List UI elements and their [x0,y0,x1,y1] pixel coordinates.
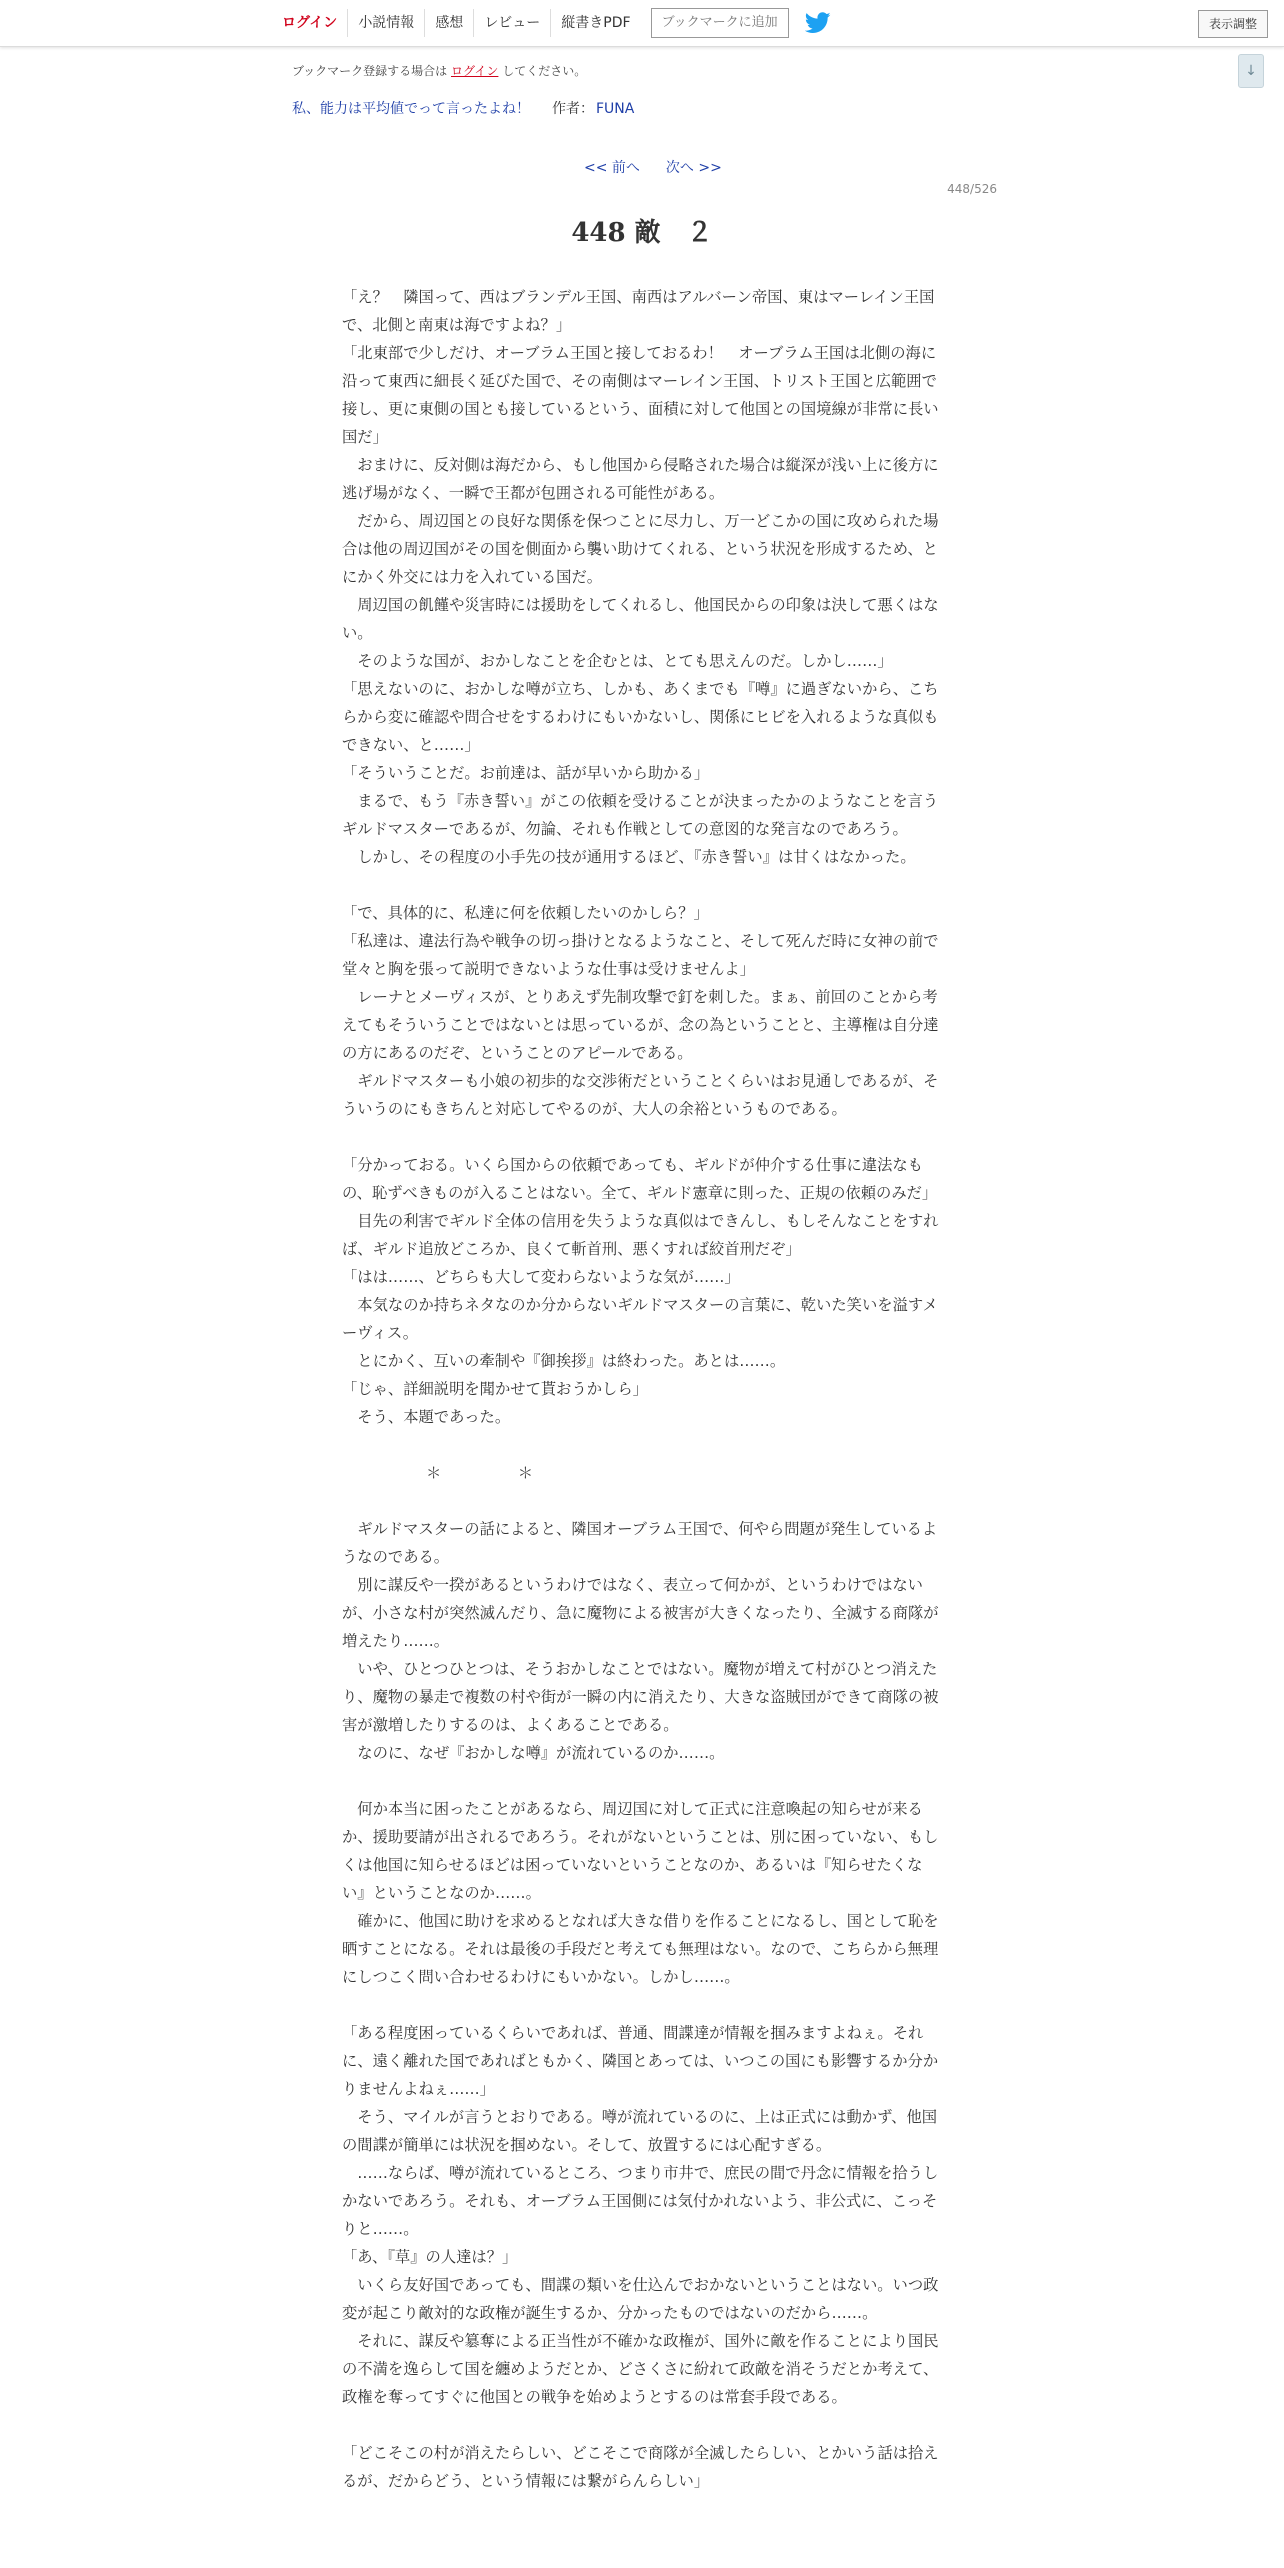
notice-login-link[interactable]: ログイン [451,64,499,78]
text-paragraph: 「そういうことだ。お前達は、話が早いから助かる」 [342,764,710,782]
nav-review-link[interactable]: レビュー [473,9,550,37]
blank-line [342,1767,942,1795]
novel-info [292,98,634,118]
main-nav [272,0,831,46]
text-paragraph: なのに、なぜ『おかしな噂』が流れているのか……。 [342,1744,725,1762]
text-paragraph: おまけに、反対側は海だから、もし他国から侵略された場合は縦深が浅い上に後方に逃げ場がなく、一瞬で王都が包囲される可能性がある。 [342,456,939,502]
top-navigation-bar [0,0,1284,47]
nav-login-link[interactable]: ログイン [282,15,338,31]
episode-pager [584,157,722,177]
author-label: 作者： [552,101,594,117]
scene-separator: ＊ ＊ [426,1464,534,1482]
text-paragraph: 「私達は、違法行為や戦争の切っ掛けとなるようなこと、そして死んだ時に女神の前で堂々と胸を張って説明できないような仕事は受けませんよ」 [342,932,939,978]
text-paragraph: レーナとメーヴィスが、とりあえず先制攻撃で釘を刺した。まぁ、前回のことから考えてもそういうことではないとは思っているが、念の為ということと、主導権は自分達の方にあるのだぞ、ということのアピールである。 [342,988,939,1062]
blank-line [342,871,942,899]
text-paragraph: そう、マイルが言うとおりである。噂が流れているのに、上は正式には動かず、他国の間諜が簡単には状況を掴めない。そして、放置するには心配すぎる。 [342,2108,938,2154]
add-bookmark-button[interactable]: ブックマークに追加 [651,8,789,38]
blank-line [342,2411,942,2439]
text-paragraph: 「思えないのに、おかしな噂が立ち、しかも、あくまでも『噂』に過ぎないから、こちらから変に確認や問合せをするわけにもいかないし、関係にヒビを入れるような真似もできない、と……」 [342,680,939,754]
blank-line [342,1123,942,1151]
text-paragraph: 「分かっておる。いくら国からの依頼であっても、ギルドが仲介する仕事に違法なもの、恥ずべきものが入ることはない。全て、ギルド憲章に則った、正規の依頼のみだ」 [342,1156,938,1202]
text-paragraph: 「どこそこの村が消えたらしい、どこそこで商隊が全滅したらしい、とかいう話は拾えるが、だからどう、という情報には繋がらんらしい」 [342,2444,939,2490]
text-paragraph: ギルドマスターも小娘の初歩的な交渉術だということくらいはお見通しであるが、そういうのにもきちんと対応してやるのが、大人の余裕というものである。 [342,1072,939,1118]
text-paragraph: とにかく、互いの牽制や『御挨拶』は終わった。あとは……。 [342,1352,786,1370]
text-paragraph: 本気なのか持ちネタなのか分からないギルドマスターの言葉に、乾いた笑いを溢すメーヴィス。 [342,1296,938,1342]
blank-line [342,1487,942,1515]
text-paragraph: そう、本題であった。 [342,1408,511,1426]
text-paragraph: だから、周辺国との良好な関係を保つことに尽力し、万一どこかの国に攻められた場合は他の周辺国がその国を側面から襲い助けてくれる、という状況を形成するため、とにかく外交には力を入れている国だ。 [342,512,939,586]
episode-counter: 448/526 [947,182,997,196]
novel-title-link[interactable]: 私、能力は平均値でって言ったよね！ [292,101,530,117]
nav-impressions-link[interactable]: 感想 [424,9,473,37]
text-paragraph: 目先の利害でギルド全体の信用を失うような真似はできんし、もしそんなことをすれば、ギルド追放どころか、良くて斬首刑、悪くすれば絞首刑だぞ」 [342,1212,939,1258]
prev-episode-link[interactable]: << 前へ [584,160,640,176]
notice-prefix: ブックマーク登録する場合は [292,64,448,78]
text-paragraph: 「あ、『草』の人達は？」 [342,2248,518,2266]
chapter-title: 448 敵 ２ [571,218,713,248]
text-paragraph: そのような国が、おかしなことを企むとは、とても思えんのだ。しかし……」 [342,652,893,670]
blank-line [342,1991,942,2019]
scroll-down-arrow-icon[interactable]: ↓ [1238,54,1264,88]
text-paragraph: 「じゃ、詳細説明を聞かせて貰おうかしら」 [342,1380,648,1398]
text-paragraph: 「え？ 隣国って、西はブランデル王国、南西はアルバーン帝国、東はマーレイン王国で、北側と南東は海ですよね？」 [342,288,935,334]
blank-line [342,1431,942,1459]
next-episode-link[interactable]: 次へ >> [665,160,722,176]
text-paragraph: ギルドマスターの話によると、隣国オーブラム王国で、何やら問題が発生しているようなのである。 [342,1520,938,1566]
text-paragraph: 「で、具体的に、私達に何を依頼したいのかしら？」 [342,904,709,922]
text-paragraph: しかし、その程度の小手先の技が通用するほど、『赤き誓い』は甘くはなかった。 [342,848,916,866]
text-paragraph: 確かに、他国に助けを求めるとなれば大きな借りを作ることになるし、国として恥を晒すことになる。それは最後の手段だと考えても無理はない。なので、こちらから無理にしつこく問い合わせるわけにもいかない。しかし……。 [342,1912,939,1986]
notice-suffix: してください。 [502,64,587,78]
text-paragraph: それに、謀反や簒奪による正当性が不確かな政権が、国外に敵を作ることにより国民の不満を逸らして国を纏めようだとか、どさくさに紛れて政敵を消そうだとか考えて、政権を奪ってすぐに他国との戦争を始めようとするのは常套手段である。 [342,2332,939,2406]
text-paragraph: いくら友好国であっても、間諜の類いを仕込んでおかないということはない。いつ政変が起こり敵対的な政権が誕生するか、分かったものではないのだから……。 [342,2276,939,2322]
author-name-link[interactable]: FUNA [596,101,635,117]
text-paragraph: まるで、もう『赤き誓い』がこの依頼を受けることが決まったかのようなことを言うギルドマスターであるが、勿論、それも作戦としての意図的な発言なのであろう。 [342,792,939,838]
text-paragraph: 「はは……、どちらも大して変わらないような気が……」 [342,1268,740,1286]
text-paragraph: 周辺国の飢饉や災害時には援助をしてくれるし、他国民からの印象は決して悪くはない。 [342,596,939,642]
text-paragraph: ……ならば、噂が流れているところ、つまり市井で、庶民の間で丹念に情報を拾うしかないであろう。それも、オーブラム王国側には気付かれないよう、非公式に、こっそりと……。 [342,2164,939,2238]
bookmark-login-notice [292,62,586,79]
text-paragraph: 「北東部で少しだけ、オーブラム王国と接しておるわ！ オーブラム王国は北側の海に沿って東西に細長く延びた国で、その南側はマーレイン王国、トリスト王国と広範囲で接し、更に東側の国とも接しているという、面積に対して他国との国境線が非常に長い国だ」 [342,344,939,446]
novel-body-text [342,283,942,2495]
text-paragraph: いや、ひとつひとつは、そうおかしなことではない。魔物が増えて村がひとつ消えたり、魔物の暴走で複数の村や街が一瞬の内に消えたり、大きな盗賊団ができて商隊の被害が激増したりするのは、よくあることである。 [342,1660,939,1734]
twitter-share-icon[interactable] [805,12,831,34]
display-settings-button[interactable]: 表示調整 [1198,10,1268,38]
nav-vertical-pdf-link[interactable]: 縦書きPDF [550,9,640,37]
text-paragraph: 何か本当に困ったことがあるなら、周辺国に対して正式に注意喚起の知らせが来るか、援助要請が出されるであろう。それがないということは、別に困っていない、もしくは他国に知らせるほどは困っていないということなのか、あるいは『知らせたくない』ということなのか……。 [342,1800,939,1902]
text-paragraph: 「ある程度困っているくらいであれば、普通、間諜達が情報を掴みますよねぇ。それに、遠く離れた国であればともかく、隣国とあっては、いつこの国にも影響するか分かりませんよねぇ……」 [342,2024,939,2098]
nav-novel-info-link[interactable]: 小説情報 [347,9,424,37]
text-paragraph: 別に謀反や一揆があるというわけではなく、表立って何かが、というわけではないが、小さな村が突然滅んだり、急に魔物による被害が大きくなったり、全滅する商隊が増えたり……。 [342,1576,939,1650]
